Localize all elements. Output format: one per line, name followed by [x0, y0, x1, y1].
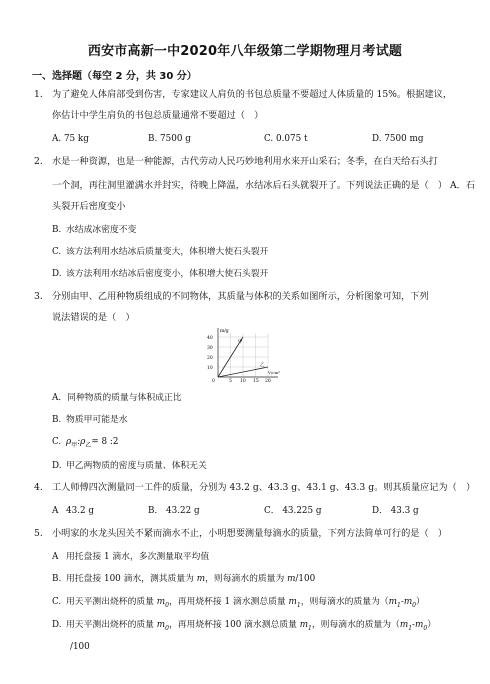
q2-text-line2: 一个洞，再往洞里灌满水并封实，待晚上降温，水结冰后石头就裂开了。下列说法正确的是（ ） A．石: [52, 180, 475, 191]
q2-option-b-label: B.: [52, 225, 62, 235]
q5-option-d-post2: ，则每滴水的质量为（: [311, 620, 400, 630]
x-tick-15: 15: [253, 379, 259, 383]
q5-d-m1: $m_1$: [299, 620, 312, 632]
q2-option-c: [52, 246, 268, 258]
q3-option-b-text: 物质甲可能是水: [66, 415, 128, 425]
q2-option-b: [52, 224, 136, 236]
q5-c-diff: $m_1-m_0$: [388, 597, 416, 609]
q5-option-c: [52, 596, 425, 612]
q1-text-line2: 你估计中学生肩负的书包总质量通常不要超过（ ）: [52, 110, 264, 121]
q3-option-b-label: B.: [52, 415, 62, 425]
q1-option-d: D. 7500 mg: [372, 134, 424, 144]
q5-option-d: [52, 619, 436, 635]
q4-option-d: D． 43.3 g: [372, 506, 419, 516]
q1-text-line1: 为了避免人体肩部受到伤害，专家建议人肩负的书包总质量不要超过人体质量的 15%。根据建议，: [52, 89, 453, 100]
graph-y-label: m/g: [220, 329, 229, 334]
q2-text-line3: 头裂开后密度变小: [52, 201, 126, 212]
q5-option-d-post1: ，再用烧杯接 100 滴水测总质量: [168, 620, 300, 630]
q1-option-a: A. 75 kg: [52, 134, 89, 144]
q2-option-c-text: 该方法利用水结冰后质量变大，体积增大使石头裂开: [66, 247, 269, 257]
q5-d-m0: $m_0$: [156, 620, 169, 632]
page-title: 西安市高新一中2020年八年级第二学期物理月考试题: [87, 44, 403, 59]
ratio-value: = 8 :2: [91, 437, 119, 447]
q5-option-a: [52, 551, 209, 563]
rho-sub-yi: 乙: [85, 441, 92, 449]
y-tick-40: 40: [207, 336, 213, 341]
q5-option-c-post1: ，再用烧杯接 1 滴水测总质量: [168, 597, 289, 607]
q5-option-c-end: ）: [416, 597, 425, 607]
q5-d-diff: $m_1-m_0$: [399, 620, 428, 632]
q2-option-c-label: C.: [52, 247, 62, 257]
q5-option-c-post2: ，则每滴水的质量为（: [300, 597, 389, 607]
graph-grid: [218, 333, 268, 377]
y-tick-30: 30: [207, 346, 213, 351]
q5-b-m-2: m: [287, 574, 296, 584]
x-tick-20: 20: [265, 379, 271, 383]
x-tick-10: 10: [240, 379, 246, 383]
q5-option-a-label: A: [52, 552, 59, 562]
q5-option-d-end: ）: [427, 620, 436, 630]
q5-option-b-label: B.: [52, 574, 62, 584]
q5-number: 5.: [34, 528, 43, 539]
origin-tick: 0: [212, 379, 215, 383]
q2-option-d-label: D.: [52, 269, 62, 279]
q3-option-d: [52, 460, 207, 472]
rho-symbol-2: :ρ: [77, 437, 86, 447]
q2-option-d: [52, 268, 268, 280]
q3-option-c-label: C.: [52, 437, 62, 447]
x-tick-5: 5: [229, 379, 232, 383]
q5-option-c-label: C.: [52, 597, 62, 607]
q4-option-a-label: A: [52, 506, 59, 516]
q1-option-c: C. 0.075 t: [264, 134, 308, 144]
y-tick-10: 10: [207, 366, 213, 371]
q4-number: 4.: [34, 482, 43, 493]
q2-number: 2.: [34, 156, 43, 167]
q3-text-line2: 说法错误的是（ ）: [52, 312, 135, 323]
series-jia-label: 甲: [238, 340, 243, 345]
q5-c-m1: $m_1$: [288, 597, 301, 609]
q5-c-m0: $m_0$: [156, 597, 169, 609]
graph-x-label: V/cm³: [268, 370, 280, 375]
q1-option-b: B. 7500 g: [148, 134, 191, 144]
q3-option-c: [52, 436, 118, 452]
q5-option-c-pre: 用天平测出烧杯的质量: [66, 597, 157, 607]
q5-option-d-pre: 用天平测出烧杯的质量: [66, 620, 157, 630]
section-heading: 一、选择题（每空 2 分，共 30 分）: [32, 71, 197, 82]
q2-option-b-text: 水结成冰密度不变: [66, 225, 137, 235]
q5-option-d-tail: /100: [70, 642, 90, 652]
rho-sub-jia: 甲: [71, 441, 78, 449]
mass-volume-graph: [206, 325, 288, 383]
q3-option-b: [52, 414, 128, 426]
y-tick-20: 20: [207, 356, 213, 361]
q5-option-b-pre: 用托盘接 100 滴水，测其质量为: [66, 574, 197, 584]
q3-option-d-label: D.: [52, 461, 62, 471]
q3-number: 3.: [34, 291, 43, 302]
q3-option-a: A．同种物质的质量与体积成正比: [52, 393, 182, 403]
q5-option-b: [52, 573, 315, 585]
q5-option-b-post: ，则每滴水的质量为: [205, 574, 288, 584]
q4-text-line1: 工人师傅四次测量同一工件的质量，分别为 43.2 g、43.3 g、43.1 g、43.3 g。则其质量应记为（ ）: [52, 482, 476, 493]
q5-option-a-text: 用托盘接 1 滴水，多次测量取平均值: [66, 552, 210, 562]
q5-text-line1: 小明家的水龙头因关不紧而滴水不止，小明想要测量每滴水的质量，下列方法简单可行的是（ ）: [52, 528, 448, 539]
q2-text-line1: 水是一种资源，也是一种能源，古代劳动人民巧妙地利用水来开山采石；冬季，在白天给石头打: [52, 156, 438, 167]
q3-text-line1: 分别由甲、乙用种物质组成的不同物体，其质量与体积的关系如图所示，分析图象可知，下列: [52, 291, 429, 302]
q4-option-b: B． 43.22 g: [148, 506, 200, 516]
q4-option-c: C． 43.225 g: [264, 506, 322, 516]
q5-option-d-label: D.: [52, 620, 62, 630]
q1-number: 1.: [34, 89, 43, 100]
series-yi-label: 乙: [260, 363, 265, 368]
q4-option-a-text: 43.2 g: [66, 506, 95, 516]
q5-b-m: m: [196, 574, 206, 584]
rho-symbol-1: ρ: [66, 437, 72, 447]
q4-option-a: [52, 505, 94, 517]
q5-option-b-end: /100: [295, 574, 316, 584]
q2-option-d-text: 该方法利用水结冰后密度变小，体积增大使石头裂开: [66, 269, 269, 279]
q3-option-d-text: 甲乙两物质的密度与质量、体积无关: [66, 461, 207, 471]
